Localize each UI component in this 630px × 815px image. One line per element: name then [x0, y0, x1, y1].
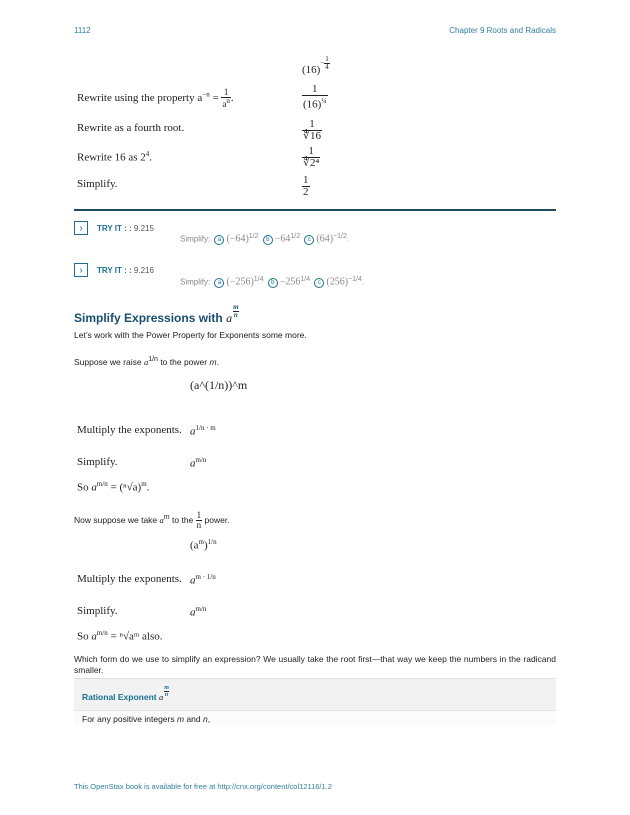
example-step-1-label: Rewrite using the property $a^{-n}$ = $\frac{1}{a^n}$ .	[77, 87, 234, 109]
block2-step1-label: Multiply the exponents.	[77, 573, 182, 585]
example-step-4-label: Simplify.	[77, 178, 118, 190]
chevron-right-icon[interactable]: ›	[74, 263, 88, 277]
example-step-3-label: Rewrite 16 as $2^4$.	[77, 150, 152, 164]
block2-conclusion: So $a^{m/n}$ = ⁿ√aᵐ also.	[77, 629, 163, 643]
try-it-1-prompt: Simplify: a $(-64)^{1/2}$ $b -64^{1/2}$ c $(64)^{-1/2}$.	[180, 233, 350, 245]
example-step-1-result: $\frac{1}{(16)^{\frac{1}{4}}}$	[303, 83, 327, 111]
note-body: For any positive integers m and n,	[82, 714, 211, 724]
block2-step1-result: $a^{m \cdot 1/n}$	[190, 573, 216, 587]
example-step-4-result: $\frac{1}{2}$	[303, 174, 309, 198]
part-b-badge: b	[268, 278, 278, 288]
block2-step2-result: $a^{m/n}$	[190, 605, 207, 619]
try-it-label: TRY IT : : 9.215	[97, 224, 154, 233]
part-c-badge: c	[304, 235, 314, 245]
note-title: Rational Exponent a $\frac{m}{n}$	[82, 685, 169, 702]
rational-exponent-box	[74, 678, 556, 711]
try-it-label: TRY IT : : 9.216	[97, 266, 154, 275]
part-a-badge: a	[214, 235, 224, 245]
note-body-box	[74, 710, 556, 725]
chapter-title: Chapter 9 Roots and Radicals	[449, 26, 556, 35]
block2-step2-label: Simplify.	[77, 605, 118, 617]
suppose-raise-paragraph: Suppose we raise $a^{1/n}$ to the power m.	[74, 356, 219, 367]
chevron-right-icon[interactable]: ›	[74, 221, 88, 235]
example-step-2-label: Rewrite as a fourth root.	[77, 122, 185, 134]
try-it-2-prompt: Simplify: a $(-256)^{1/4}$ $b -256^{1/4}$ c $(256)^{-1/4}$.	[180, 276, 365, 288]
block1-step1-label: Multiply the exponents.	[77, 424, 182, 436]
block1-step1-result: $a^{1/n \cdot m}$	[190, 424, 216, 438]
block2-start-expression: $(a^m)^{1/n}$	[190, 538, 217, 552]
part-c-badge: c	[314, 278, 324, 288]
block1-step2-result: $a^{m/n}$	[190, 456, 207, 470]
block1-start-expression: (a^(1/n))^m	[190, 378, 248, 392]
page-number: 1112	[74, 26, 91, 35]
block1-conclusion: So $a^{m/n} = (^n√a)^m$.	[77, 480, 150, 494]
intro-paragraph: Let’s work with the Power Property for Exponents some more.	[74, 330, 307, 340]
root-first-paragraph: Which form do we use to simplify an expression? We usually take the root first—that way we keep the numbers in the radicand smaller.	[74, 654, 556, 675]
suppose-take-paragraph: Now suppose we take $a^m$ to the $\frac{1}{n}$ power.	[74, 510, 230, 530]
example-step-3-result: $\frac{1}{\text{∜2⁴}}$	[303, 145, 320, 169]
example-step-2-result: $\frac{1}{∜16}$	[303, 118, 322, 142]
block1-step2-label: Simplify.	[77, 456, 118, 468]
part-b-badge: b	[263, 235, 273, 245]
part-a-badge: a	[214, 278, 224, 288]
footer-note: This OpenStax book is available for free at http://cnx.org/content/col12116/1.2	[74, 782, 332, 791]
section-divider	[74, 209, 556, 211]
example-start-expression: $(16)^{- \frac{1}{4}}$	[302, 55, 329, 77]
section-heading: Simplify Expressions with a $\frac{m}{n}$	[74, 303, 239, 325]
